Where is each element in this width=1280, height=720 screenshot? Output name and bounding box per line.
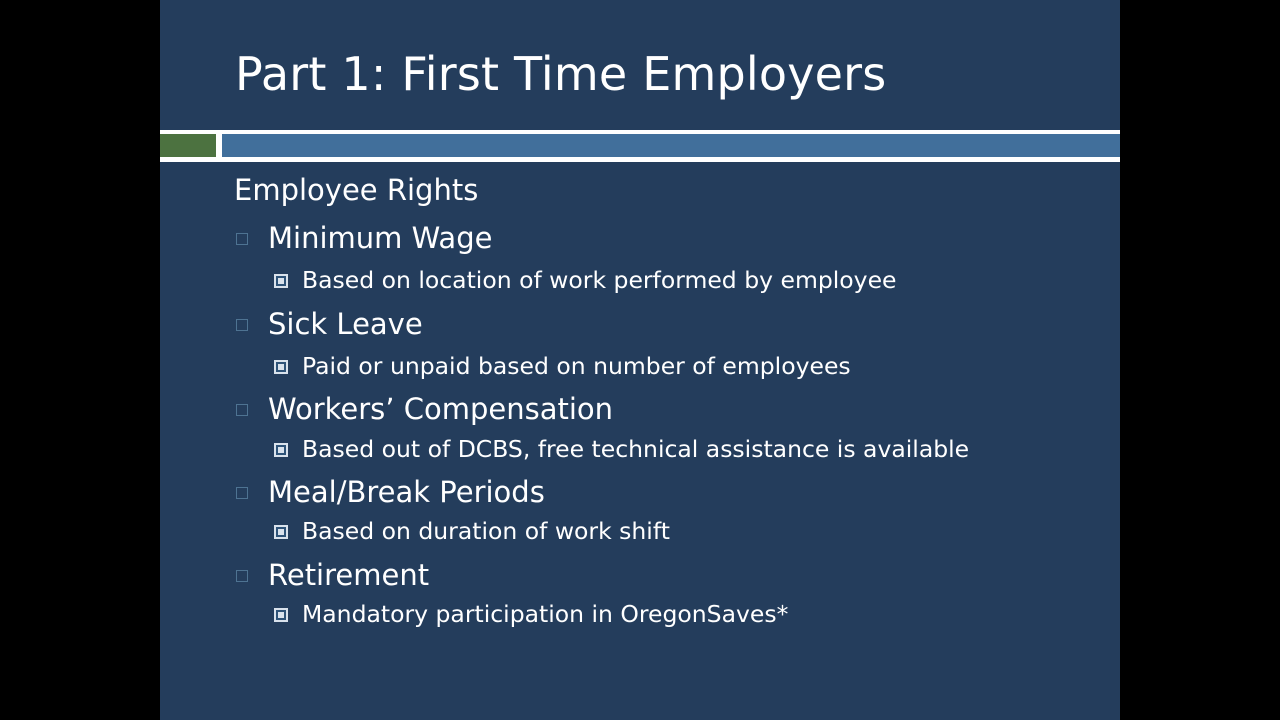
sub-list-item-label: Mandatory participation in OregonSaves* [302,600,789,628]
hollow-square-bullet-icon [236,319,248,331]
slide [160,0,1120,720]
slide-title: Part 1: First Time Employers [235,47,887,101]
filled-square-bullet-icon [274,274,288,288]
title-divider [160,130,1120,162]
filled-square-bullet-icon [274,608,288,622]
divider-accent-green [160,134,216,157]
sub-list-item-label: Based on duration of work shift [302,517,670,545]
filled-square-bullet-icon [274,443,288,457]
hollow-square-bullet-icon [236,487,248,499]
list-item-label: Meal/Break Periods [268,475,545,509]
list-item-label: Retirement [268,558,430,592]
filled-square-bullet-icon [274,360,288,374]
hollow-square-bullet-icon [236,404,248,416]
hollow-square-bullet-icon [236,570,248,582]
sub-list-item-label: Based on location of work performed by employee [302,266,897,294]
list-item-label: Sick Leave [268,307,423,341]
list-item-label: Workers’ Compensation [268,392,614,426]
filled-square-bullet-icon [274,525,288,539]
sub-list-item-label: Paid or unpaid based on number of employees [302,352,851,380]
sub-list-item-label: Based out of DCBS, free technical assistance is available [302,435,970,463]
list-item-label: Minimum Wage [268,221,493,255]
hollow-square-bullet-icon [236,233,248,245]
section-heading: Employee Rights [234,173,479,207]
divider-accent-blue [222,134,1120,157]
